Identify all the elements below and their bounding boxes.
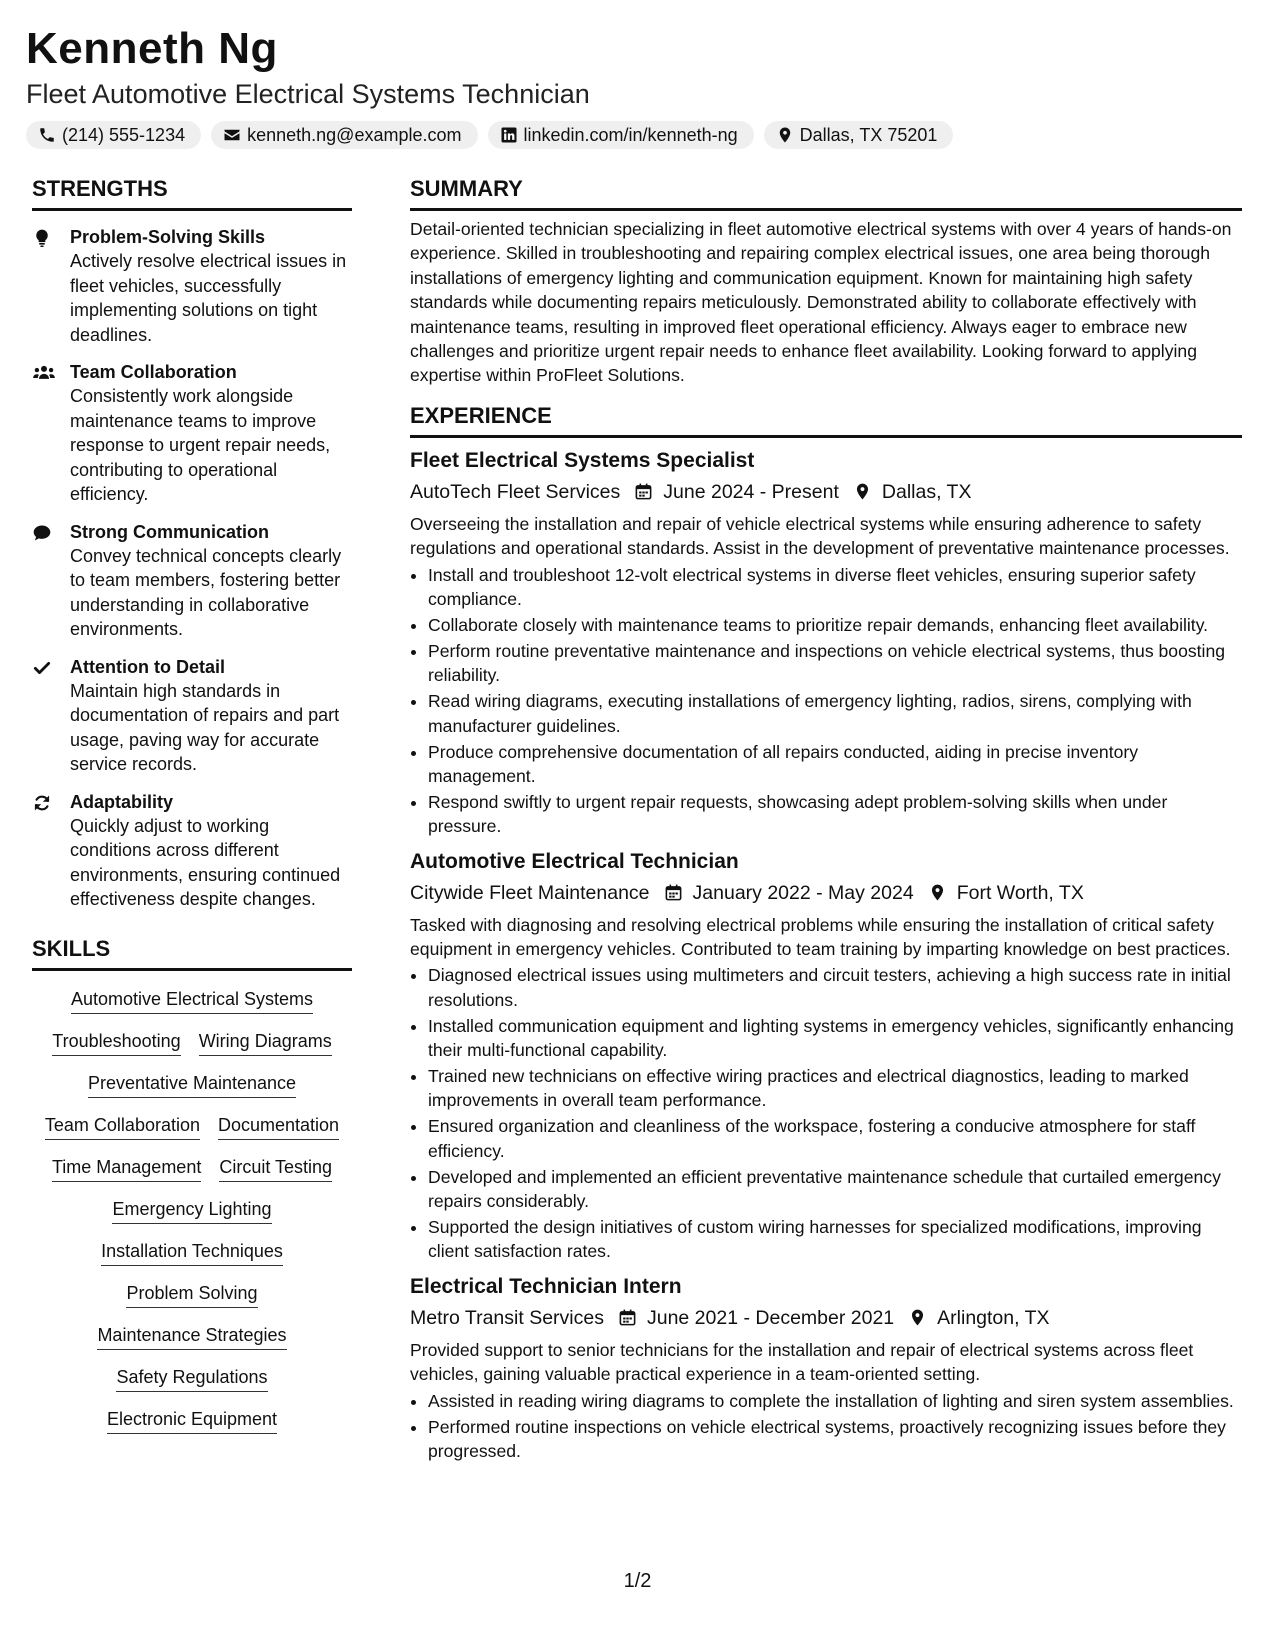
- job-entry: [410, 848, 1242, 1264]
- map-pin-icon: [776, 126, 794, 144]
- job-title: Electrical Technician Intern: [410, 1274, 682, 1298]
- strength-title: Adaptability: [70, 791, 174, 812]
- candidate-name: Kenneth Ng: [26, 24, 278, 73]
- skill-tag: Preventative Maintenance: [88, 1071, 296, 1098]
- job-bullet: • Ensured organization and cleanliness of the workspace, fostering a conducive atmosphere for staff efficiency.: [428, 1114, 1242, 1163]
- job-bullet: • Respond swiftly to urgent repair requests, showcasing adept problem-solving skills when under pressure.: [428, 790, 1242, 839]
- job-bullet: • Developed and implemented an efficient preventative maintenance schedule that curtailed emergency repairs considerably.: [428, 1165, 1242, 1214]
- job-bullet: • Collaborate closely with maintenance teams to prioritize repair demands, enhancing fleet availability.: [428, 613, 1242, 637]
- strength-title: Problem-Solving Skills: [70, 227, 266, 247]
- job-bullet: • Perform routine preventative maintenance and inspections on vehicle electrical systems, thus boosting reliability.: [428, 639, 1242, 688]
- contact-phone-text: (214) 555-1234: [62, 124, 186, 145]
- skill-tag: Installation Techniques: [101, 1239, 283, 1266]
- job-bullet: • Performed routine inspections on vehicle electrical systems, proactively recognizing issues before they progressed.: [428, 1415, 1242, 1464]
- job-meta: [410, 1303, 1242, 1333]
- job-location: Dallas, TX: [881, 480, 972, 503]
- contact-linkedin-text: linkedin.com/in/kenneth-ng: [523, 124, 738, 145]
- job-dates: June 2024 - Present: [663, 480, 839, 503]
- job-bullets: [410, 563, 1242, 839]
- contact-email[interactable]: [211, 121, 477, 149]
- lightbulb-icon: [32, 228, 52, 248]
- job-entry: [410, 447, 1242, 839]
- job-company: Metro Transit Services: [410, 1306, 604, 1329]
- contact-email-text: kenneth.ng@example.com: [247, 124, 462, 145]
- left-column: [32, 176, 352, 1434]
- skill-tag: Safety Regulations: [116, 1365, 267, 1392]
- map-pin-icon: [928, 883, 947, 902]
- job-dates: January 2022 - May 2024: [692, 881, 914, 904]
- strength-item: [32, 360, 352, 507]
- phone-icon: [38, 126, 56, 144]
- job-bullet: • Produce comprehensive documentation of all repairs conducted, aiding in precise inventory management.: [428, 740, 1242, 789]
- skill-tag: Time Management: [52, 1155, 201, 1182]
- job-bullet: • Supported the design initiatives of custom wiring harnesses for specialized modifications, improving client satisfaction rates.: [428, 1215, 1242, 1264]
- skill-tag: Wiring Diagrams: [199, 1029, 332, 1056]
- users-icon: [32, 363, 56, 383]
- envelope-icon: [223, 126, 241, 144]
- skill-tag: Emergency Lighting: [112, 1197, 271, 1224]
- contact-phone[interactable]: [26, 121, 201, 149]
- skill-tag: Electronic Equipment: [107, 1407, 277, 1434]
- job-title: Fleet Electrical Systems Specialist: [410, 448, 755, 472]
- strengths-heading: STRENGTHS: [32, 176, 352, 211]
- strength-title: Attention to Detail: [70, 656, 225, 677]
- job-bullet: • Diagnosed electrical issues using multimeters and circuit testers, achieving a high success rate in initial resolutions.: [428, 963, 1242, 1012]
- checkmark-icon: [32, 658, 52, 678]
- calendar-icon: [634, 482, 653, 501]
- resume-header: [26, 22, 1246, 149]
- map-pin-icon: [853, 482, 872, 501]
- job-company: AutoTech Fleet Services: [410, 480, 621, 503]
- strength-title: Team Collaboration: [70, 362, 237, 382]
- sync-icon: [32, 793, 52, 813]
- job-meta: [410, 878, 1242, 908]
- job-description: Tasked with diagnosing and resolving electrical problems while ensuring the installation of critical safety equipment in emergency vehicles. Contributed to team training by imparting knowledge on best practices.: [410, 914, 1231, 960]
- strength-item: [32, 655, 352, 777]
- skill-tag: Automotive Electrical Systems: [71, 987, 313, 1014]
- candidate-title: Fleet Automotive Electrical Systems Technician: [26, 79, 590, 109]
- job-meta: [410, 477, 1242, 507]
- job-bullet: • Trained new technicians on effective wiring practices and electrical diagnostics, leading to marked improvements in overall team performance.: [428, 1064, 1242, 1113]
- right-column: [410, 176, 1242, 1465]
- speech-bubble-icon: [32, 523, 52, 543]
- map-pin-icon: [908, 1308, 927, 1327]
- strength-item: [32, 790, 352, 912]
- summary-text: Detail-oriented technician specializing in fleet automotive electrical systems with over 4 years of hands-on experience. Skilled in troubleshooting and repairing complex electrical issues, one area being thorough installations of emergency lighting and communication equipment. Known for maintaining high safety standards while documenting repairs meticulously. Demonstrated ability to collaborate effectively with maintenance teams, resulting in improved fleet operational efficiency. Always eager to embrace new challenges and prioritize urgent repair needs to enhance fleet availability. Looking forward to applying expertise within ProFleet Solutions.: [410, 219, 1232, 386]
- strength-item: [32, 225, 352, 347]
- skill-tag: Team Collaboration: [45, 1113, 200, 1140]
- job-title: Automotive Electrical Technician: [410, 849, 739, 873]
- job-location: Fort Worth, TX: [956, 881, 1084, 904]
- linkedin-icon: [500, 126, 518, 144]
- job-bullet: • Installed communication equipment and lighting systems in emergency vehicles, significantly enhancing their multi-functional capability.: [428, 1014, 1242, 1063]
- job-bullet: • Read wiring diagrams, executing installations of emergency lighting, radios, sirens, complying with manufacturer guidelines.: [428, 689, 1242, 738]
- skill-tag: Problem Solving: [126, 1281, 257, 1308]
- strength-desc: Consistently work alongside maintenance teams to improve response to urgent repair needs, contributing to operational efficiency.: [70, 386, 331, 504]
- summary-heading: SUMMARY: [410, 176, 1242, 211]
- strength-desc: Maintain high standards in documentation of repairs and part usage, paving way for accurate service records.: [70, 680, 340, 774]
- skill-tag: Documentation: [218, 1113, 339, 1140]
- page-number: 1/2: [623, 1570, 652, 1592]
- calendar-icon: [664, 883, 683, 902]
- job-description: Overseeing the installation and repair of vehicle electrical systems while ensuring adherence to safety regulations and operational standards. Assist in the development of preventative maintenance processes.: [410, 513, 1230, 559]
- job-bullets: [410, 963, 1242, 1263]
- skills-heading: SKILLS: [32, 936, 352, 971]
- contact-location[interactable]: [764, 121, 954, 149]
- skill-tag: Circuit Testing: [219, 1155, 332, 1182]
- skill-tag: Maintenance Strategies: [97, 1323, 286, 1350]
- job-bullet: • Assisted in reading wiring diagrams to complete the installation of lighting and siren system assemblies.: [428, 1389, 1242, 1413]
- calendar-icon: [618, 1308, 637, 1327]
- strength-desc: Quickly adjust to working conditions across different environments, ensuring continued effectiveness despite changes.: [70, 815, 341, 909]
- strength-title: Strong Communication: [70, 521, 269, 542]
- job-bullet: • Install and troubleshoot 12-volt electrical systems in diverse fleet vehicles, ensuring superior safety compliance.: [428, 563, 1242, 612]
- strength-desc: Convey technical concepts clearly to team members, fostering better understanding in collaborative environments.: [70, 545, 342, 639]
- skill-tag: Troubleshooting: [52, 1029, 180, 1056]
- strength-item: [32, 520, 352, 642]
- job-bullets: [410, 1389, 1242, 1464]
- job-description: Provided support to senior technicians for the installation and repair of electrical systems across fleet vehicles, gaining valuable practical experience in a team-oriented setting.: [410, 1339, 1194, 1385]
- job-entry: [410, 1273, 1242, 1464]
- skills-list: [32, 987, 352, 1434]
- job-company: Citywide Fleet Maintenance: [410, 881, 650, 904]
- contact-location-text: Dallas, TX 75201: [799, 124, 938, 145]
- contact-bar: [26, 121, 1246, 149]
- contact-linkedin[interactable]: [488, 121, 754, 149]
- job-location: Arlington, TX: [937, 1306, 1050, 1329]
- job-dates: June 2021 - December 2021: [646, 1306, 895, 1329]
- strength-desc: Actively resolve electrical issues in fleet vehicles, successfully implementing solutions on tight deadlines.: [70, 251, 347, 345]
- experience-heading: EXPERIENCE: [410, 403, 1242, 438]
